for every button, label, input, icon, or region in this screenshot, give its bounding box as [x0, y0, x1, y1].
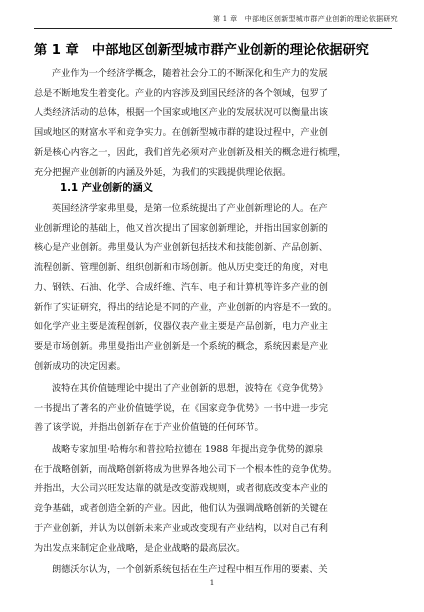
- paragraph-line: 业创新理论的基础上，他又首次提出了国家创新理论，并指出国家创新的: [34, 222, 328, 234]
- chapter-title: 第 1 章 中部地区创新型城市群产业创新的理论依据研究: [34, 43, 369, 58]
- paragraph-line: 善了该学说，并指出创新存在于产业价值链的任何环节。: [34, 422, 264, 434]
- paragraph-line: 总是不断地发生着变化。产业的内容涉及到国民经济的各个领域，包罗了: [34, 87, 328, 99]
- paragraph-line: 为出发点来制定企业战略，是企业战略的最高层次。: [34, 542, 246, 554]
- paragraph-line: 充分把握产业创新的内涵及外延，为我们的实践提供理论依据。: [34, 166, 292, 178]
- paragraph-line: 英国经济学家弗里曼，是第一位系统提出了产业创新理论的人。在产: [52, 203, 328, 214]
- intro-paragraph: [34, 64, 392, 182]
- section-heading: 1.1 产业创新的涵义: [60, 183, 153, 194]
- paragraph-line: 产业作为一个经济学概念，随着社会分工的不断深化和生产力的发展: [52, 68, 328, 79]
- paragraph-line: 新是核心内容之一，因此，我们首先必须对产业创新及相关的概念进行梳理，: [34, 146, 347, 158]
- body-paragraph-hamel: [34, 440, 392, 558]
- header-divider: [34, 28, 392, 29]
- paragraph-line: 力、钢铁、石油、化学、合成纤维、汽车、电子和计算机等许多产业的创: [34, 281, 328, 293]
- body-paragraph-porter: [34, 379, 392, 438]
- paragraph-line: 并指出，大公司兴旺发达靠的就是改变游戏规则，或者彻底改变本产业的: [34, 483, 328, 495]
- paragraph-line: 朗德沃尔认为，一个创新系统包括在生产过程中相互作用的要素、关: [52, 564, 328, 575]
- paragraph-line: 创新成功的决定因素。: [34, 360, 126, 372]
- paragraph-line: 国或地区的财富水平和竞争实力。在创新型城市群的建设过程中，产业创: [34, 127, 328, 139]
- paragraph-line: 波特在其价值链理论中提出了产业创新的思想，波特在《竞争优势》: [52, 383, 328, 394]
- paragraph-line: 于产业创新，并认为以创新未来产业或改变现有产业结构，以对自己有利: [34, 522, 328, 534]
- paragraph-line: 人类经济活动的总体，根据一个国家或地区产业的发展状况可以衡量出该: [34, 107, 328, 119]
- paragraph-line: 在于战略创新，而战略创新将成为世界各地公司下一个根本性的竞争优势。: [34, 463, 338, 475]
- page-number: 1: [209, 578, 215, 587]
- paragraph-line: 核心是产业创新。弗里曼认为产业创新包括技术和技能创新、产品创新、: [34, 242, 328, 254]
- paragraph-line: 战略专家加里·哈梅尔和普拉哈拉德在 1988 年提出竞争优势的源泉: [52, 444, 324, 455]
- paragraph-line: 竞争基础，或者创造全新的产业。因此，他们认为强调战略创新的关键在: [34, 503, 328, 515]
- paragraph-line: 新作了实证研究，得出的结论是不同的产业，产业创新的内容是不一致的。: [34, 301, 338, 313]
- body-paragraph-lundvall: [34, 560, 392, 580]
- paragraph-line: 要是市场创新。弗里曼指出产业创新是一个系统的概念，系统因素是产业: [34, 340, 328, 352]
- body-paragraph-freeman: [34, 199, 392, 376]
- paragraph-line: 流程创新、管理创新、组织创新和市场创新。他从历史变迁的角度，对电: [34, 262, 328, 274]
- running-header: 第 1 章 中部地区创新型城市群产业创新的理论依据研究: [212, 15, 398, 23]
- paragraph-line: 一书提出了著名的产业价值链学说，在《国家竞争优势》一书中进一步完: [34, 402, 328, 414]
- paragraph-line: 如化学产业主要是流程创新，仪器仪表产业主要是产品创新，电力产业主: [34, 321, 328, 333]
